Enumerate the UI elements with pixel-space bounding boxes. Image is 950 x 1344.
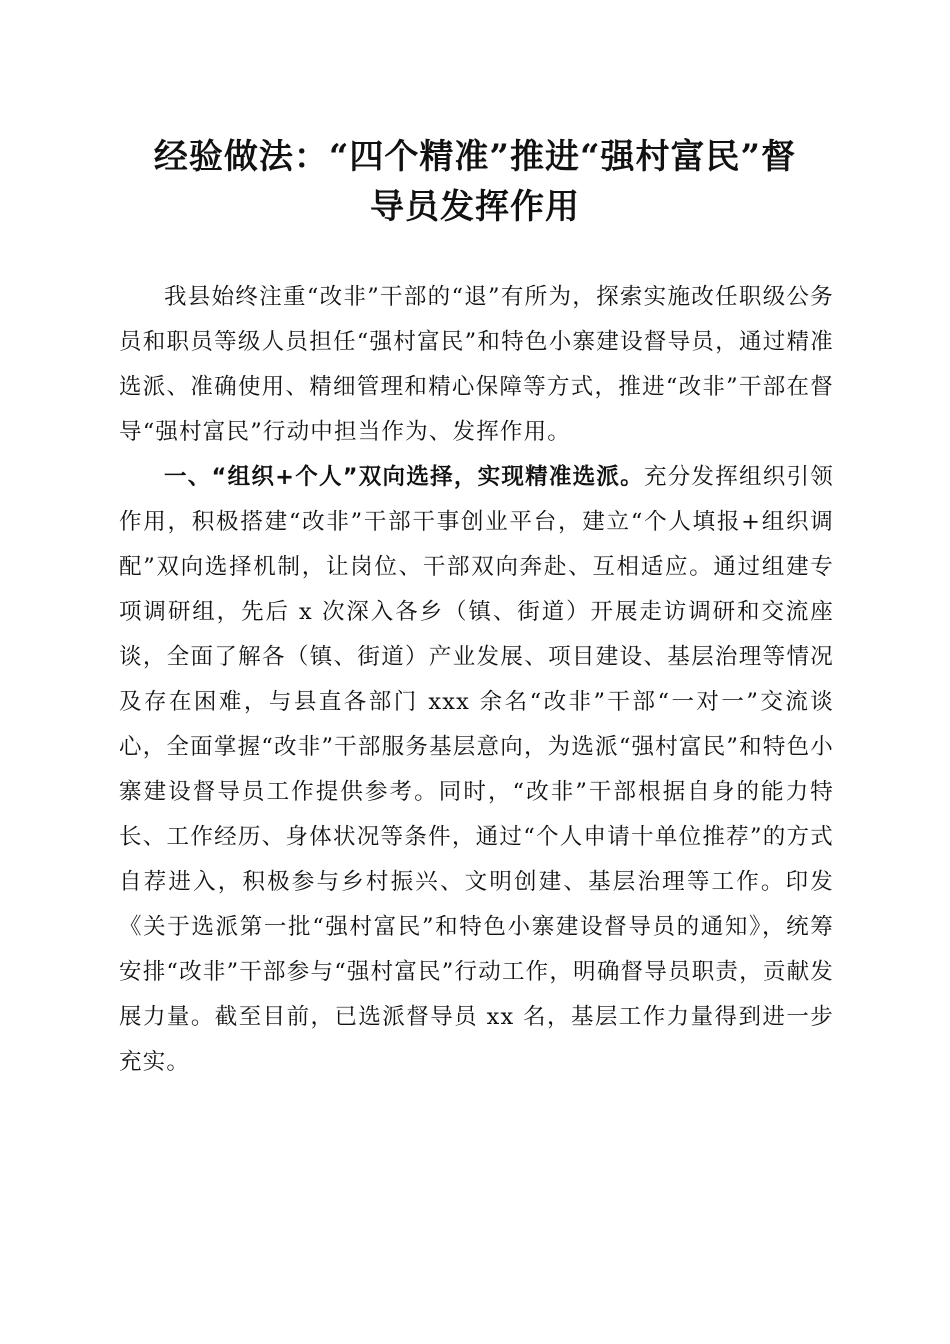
intro-paragraph: 我县始终注重“改非”干部的“退”有所为，探索实施改任职级公务员和职员等级人员担任“强村富民”和特色小寨建设督导员，通过精准选派、准确使用、精细管理和精心保障等方式，推进“改非”干部在督导“强村富民”行动中担当作为、发挥作用。 <box>119 284 834 445</box>
section-1-body: 充分发挥组织引领作用，积极搭建“改非”干部干事创业平台，建立“个人填报+组织调配”双向选择机制，让岗位、干部双向奔赴、互相适应。通过组建专项调研组，先后 x 次深入各乡（镇、街道）开展走访调研和交流座谈，全面了解各（镇、街道）产业发展、项目建设、基层治理等情况及存在困难，与县直各部门 xxx 余名“改非”干部“一对一”交流谈心，全面掌握“改非”干部服务基层意向，为选派“强村富民”和特色小寨建设督导员工作提供参考。同时，“改非”干部根据自身的能力特长、工作经历、身体状况等条件，通过“个人申请十单位推荐”的方式自荐进入，积极参与乡村振兴、文明创建、基层治理等工作。印发《关于选派第一批“强村富民”和特色小寨建设督导员的通知》，统筹安排“改非”干部参与“强村富民”行动工作，明确督导员职责，贡献发展力量。截至目前，已选派督导员 xx 名，基层工作力量得到进一步充实。 <box>119 464 834 1075</box>
document-title <box>110 132 840 232</box>
title-line-1: 经验做法：“四个精准”推进“强村富民”督 <box>153 137 797 177</box>
section-1-paragraph <box>119 455 834 1085</box>
title-line-2: 导员发挥作用 <box>370 187 580 227</box>
section-1-heading: 一、“组织+个人”双向选择，实现精准选派。 <box>164 464 644 490</box>
document-body <box>119 275 834 1085</box>
